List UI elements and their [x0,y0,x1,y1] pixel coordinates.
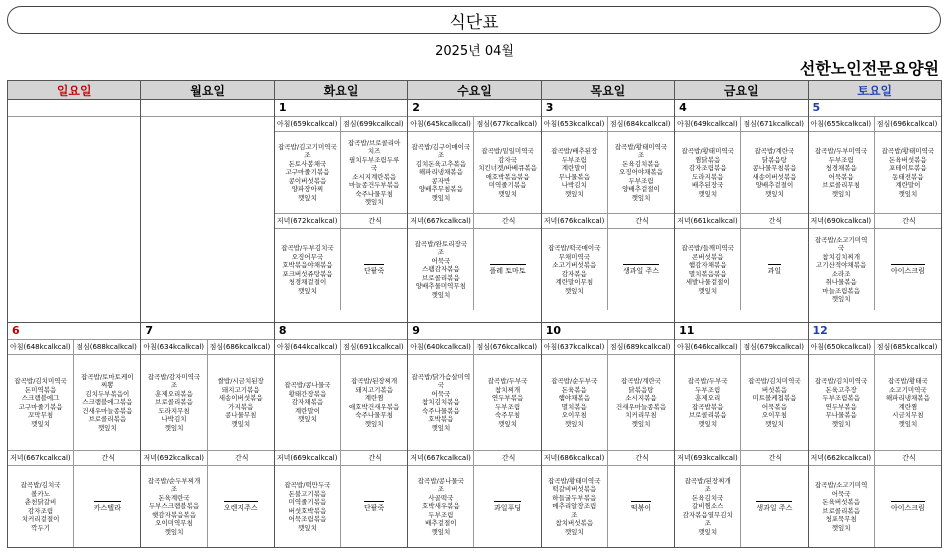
snack-menu [741,228,807,310]
empty-slot [208,116,274,117]
meal-grid [809,339,941,547]
dinner-menu: 잡곡밥/황태미역국 떡갈비버섯볶음 하들굴두부볶음 메추리알장조림 조 참치버섯볶음 깻잎치 [542,465,608,547]
breakfast-label: 아침(634kcalkcal) [141,339,207,354]
week-row [8,323,942,548]
dinner-menu: 잡곡밥/완토리장국 조 어묵국 스팸감자볶음 브로콜리볶음 양배추물미역무침 깻잎치 [408,228,474,310]
dinner-menu: 잡곡밥/소고기미역 국 참치김치찌개 고기산적야채볶음 소라조 취나물볶음 마늘조림볶음 깻잎치 [809,228,875,310]
meal-grid [542,116,674,310]
day-cell [541,100,674,323]
snack-text: 단팥죽 [364,501,384,513]
day-number: 5 [812,101,821,114]
day-number: 11 [679,324,695,337]
meal-grid [408,339,540,547]
meal-grid [809,116,941,310]
day-cell [408,100,541,323]
meal-grid [275,339,407,547]
meal-grid [542,339,674,547]
snack-label: 간식 [741,213,807,228]
breakfast-label: 아침(645kcalkcal) [408,116,474,131]
dinner-menu: 잡곡밥/떡만두국 돈불고기볶음 미역줄기볶음 버섯호박볶음 어묵조림볶음 깻잎치 [275,465,341,547]
day-number: 3 [545,101,554,114]
day-cell [541,323,674,548]
snack-text: 아이스크림 [891,501,925,513]
snack-text: 생과일 주스 [756,501,792,513]
lunch-menu: 잡곡밥/계란국 닭볶음탕 소시지볶음 건새우마늘종볶음 치커리무침 깻잎치 [608,354,674,450]
weekday-sat: 토요일 [808,81,941,100]
snack-text: 오렌지주스 [224,501,258,513]
dinner-menu: 잡곡밥/소고기미역 어묵국 돈육버섯볶음 브로콜리볶음 청포묵무침 깻잎치 [809,465,875,547]
lunch-menu: 잡곡밥/두부국 참치찌개 연두부볶음 두부조림 숙주무침 깻잎치 [474,354,540,450]
breakfast-menu: 잡곡밥/순두부국 돈육볶음 햄야채볶음 멸치볶음 오이무침 깻잎치 [542,354,608,450]
weekday-header-row [8,81,942,100]
breakfast-label: 아침(650kcalkcal) [809,339,875,354]
snack-menu [341,228,407,310]
dinner-menu: 잡곡밥/순두부찌개 조 돈육계란국 두부스크램블볶음 햇감자볶음볶음 오이미역무침 깻잎치 [141,465,207,547]
meal-grid [675,116,807,310]
day-number: 7 [145,324,154,337]
lunch-label: 점심(671kcalkcal) [741,116,807,131]
meal-grid [8,339,140,547]
empty-slot [74,116,140,117]
day-number: 4 [679,101,687,114]
breakfast-label: 아침(637kcalkcal) [542,339,608,354]
lunch-label: 점심(688kcalkcal) [74,339,140,354]
menu-title [7,6,941,34]
breakfast-menu: 잡곡밥/두부국 두부조림 훈제오리 잡곡밥볶음 브로콜리볶음 깻잎치 [675,354,741,450]
snack-text: 카스텔라 [94,501,121,513]
snack-label: 간식 [474,213,540,228]
weekday-wed: 수요일 [408,81,541,100]
lunch-label: 점심(696kcalkcal) [875,116,941,131]
breakfast-menu: 잡곡밥/김고기미역국 조 돈토사봉채국 고구마줄기볶음 콩이버섯볶음 양파장아찌 깻잎치 [275,131,341,213]
snack-menu [474,228,540,310]
empty-grid [8,116,140,117]
lunch-menu: 잡곡밥/된장찌개 돼지고기볶음 계란찜 애호박건새우볶음 숙주나물무침 깻잎치 [341,354,407,450]
dinner-label: 저녁(686kcalkcal) [542,450,608,465]
dinner-menu: 잡곡밥/콩나물국 조 사골떡국 호박새우볶음 두부조림 배추겉절이 깻잎치 [408,465,474,547]
day-cell [675,323,808,548]
lunch-label: 점심(699kcalkcal) [341,116,407,131]
snack-text: 플레 토마토 [490,264,526,276]
title-text: 식단표 [449,12,499,33]
breakfast-label: 아침(655kcalkcal) [809,116,875,131]
lunch-menu: 잡곡밥/황태국 소고기미역국 해파리냉채볶음 계란찜 시금치무침 깻잎치 [875,354,941,450]
snack-menu [875,465,941,547]
day-cell [808,100,941,323]
breakfast-label: 아침(644kcalkcal) [275,339,341,354]
lunch-label: 점심(679kcalkcal) [741,339,807,354]
day-number: 12 [812,324,828,337]
meal-grid [275,116,407,310]
breakfast-menu: 잡곡밥/황태미역국 찜닭볶음 감자조림볶음 도라지볶음 배추된장국 깻잎치 [675,131,741,213]
breakfast-menu: 잡곡밥/닭가슴살미역 국 어묵국 참치김치볶음 숙주나물볶음 호박볶음 깻잎치 [408,354,474,450]
dinner-label: 저녁(667kcalkcal) [8,450,74,465]
snack-menu [474,465,540,547]
snack-text: 단팥죽 [364,264,384,276]
dinner-label: 저녁(690kcalkcal) [809,213,875,228]
empty-grid [141,116,273,117]
lunch-label: 점심(685kcalkcal) [875,339,941,354]
org-name: 선한노인전문요양원 [799,59,939,78]
day-number-empty [141,100,273,116]
dinner-label: 저녁(672kcalkcal) [275,213,341,228]
dinner-label: 저녁(662kcalkcal) [809,450,875,465]
snack-text: 과일 [768,264,782,276]
breakfast-label: 아침(653kcalkcal) [542,116,608,131]
month-label: 2025년 04월 [435,44,514,59]
lunch-menu: 잡곡밥/황태미역국 돈육버섯볶음 포테이토볶음 동태전볶음 계란말이 깻잎치 [875,131,941,213]
lunch-menu: 잡곡밥/김치미역국 버섯볶음 미트볼케첩볶음 어묵볶음 오이무침 깻잎치 [741,354,807,450]
lunch-menu: 잡곡밥/토마토케이 찌뽕 김치두부볶음이 스크램블에그볶음 건새우마늘종볶음 브로콜리볶음 깻잎치 [74,354,140,450]
snack-label: 간식 [74,450,140,465]
breakfast-menu: 잡곡밥/김치미역국 돈미역볶음 스크램블에그 고구마줄기볶음 꼬막무침 깻잎치 [8,354,74,450]
breakfast-label: 아침(648kcalkcal) [8,339,74,354]
lunch-label: 점심(676kcalkcal) [474,339,540,354]
dinner-menu: 잡곡밥/들깨미역국 콘버섯볶음 햄감자채볶음 멸치볶음볶음 세발나물겉절이 깻잎치 [675,228,741,310]
dinner-label: 저녁(661kcalkcal) [675,213,741,228]
breakfast-menu: 잡곡밥/감자미역국 조 훈제오리볶음 브로콜리볶음 도라지무침 나박김치 깻잎치 [141,354,207,450]
dinner-label: 저녁(693kcalkcal) [675,450,741,465]
day-number: 8 [278,324,287,337]
snack-label: 간식 [608,450,674,465]
day-number: 10 [545,324,561,337]
breakfast-label: 아침(659kcalkcal) [275,116,341,131]
lunch-menu: 잡곡밥/황태미역국 조 돈육김치볶음 오징어야채볶음 두부조림 양배추겉절이 깻잎치 [608,131,674,213]
snack-menu [875,228,941,310]
day-cell [8,100,141,323]
weekday-sun: 일요일 [8,81,141,100]
dinner-menu: 잡곡밥/김치국 볼카노 춘천닭갈비 감자조림 치커리겉절이 깍두기 [8,465,74,547]
snack-menu [208,465,274,547]
weekday-thu: 목요일 [541,81,674,100]
day-cell [274,323,407,548]
calendar-body [8,100,942,548]
day-cell [274,100,407,323]
snack-menu [608,228,674,310]
snack-label: 간식 [608,213,674,228]
snack-text: 떡볶이 [631,501,651,513]
breakfast-label: 아침(649kcalkcal) [675,116,741,131]
lunch-label: 점심(677kcalkcal) [474,116,540,131]
weekday-tue: 화요일 [274,81,407,100]
breakfast-menu: 잡곡밥/김구이매이국 조 김치돈육고추볶음 해파리냉채볶음 콩자반 양배추무침볶음 깻잎치 [408,131,474,213]
meal-grid [675,339,807,547]
snack-menu [741,465,807,547]
breakfast-menu: 잡곡밥/배추된장 두부조림 계란말이 무나물볶음 나박김치 깻잎치 [542,131,608,213]
day-cell [141,323,274,548]
snack-menu [74,465,140,547]
day-cell [141,100,274,323]
dinner-menu: 잡곡밥/떡국매이국 무채미역국 소고기버섯볶음 감자볶음 계란말이무침 깻잎치 [542,228,608,310]
lunch-label: 점심(684kcalkcal) [608,116,674,131]
lunch-label: 점심(689kcalkcal) [608,339,674,354]
snack-label: 간식 [341,213,407,228]
meal-grid [141,339,273,547]
snack-label: 간식 [474,450,540,465]
breakfast-menu: 잡곡밥/김치미역국 돈육고추장 두부조림볶음 연두부볶음 무나물볶음 깻잎치 [809,354,875,450]
weekday-mon: 월요일 [141,81,274,100]
day-cell [408,323,541,548]
day-cell [675,100,808,323]
breakfast-label: 아침(640kcalkcal) [408,339,474,354]
weekday-fri: 금요일 [675,81,808,100]
breakfast-menu: 잡곡밥/두부미역국 두부조림 청경채볶음 어묵볶음 브로콜리무침 깻잎치 [809,131,875,213]
dinner-label: 저녁(676kcalkcal) [542,213,608,228]
snack-menu [341,465,407,547]
day-number-empty [8,100,140,116]
week-row [8,100,942,323]
lunch-label: 점심(686kcalkcal) [208,339,274,354]
empty-slot [8,116,74,117]
lunch-menu: 쌀밥/시금치된장 돼지고기볶음 새송이버섯볶음 가지볶음 콩나물무침 깻잎치 [208,354,274,450]
snack-label: 간식 [208,450,274,465]
lunch-menu: 잡곡밥/계란국 닭볶음탕 콩나물무침볶음 새송이버섯볶음 양배추겉절이 깻잎치 [741,131,807,213]
breakfast-label: 아침(646kcalkcal) [675,339,741,354]
lunch-menu: 잡곡밥/밑일미역국 감자국 치킨너겟/바베큐볶음 애호박볶음볶음 미역줄기볶음 깻잎치 [474,131,540,213]
empty-slot [141,116,207,117]
snack-label: 간식 [341,450,407,465]
meal-grid [408,116,540,310]
snack-text: 과일푸딩 [494,501,521,513]
dinner-menu: 잡곡밥/두부김치국 오징어무국 호박볶음야채볶음 포크버섯쥬탕볶음 청경채겉절이 깻잎치 [275,228,341,310]
dinner-label: 저녁(669kcalkcal) [275,450,341,465]
day-number: 1 [278,101,287,114]
snack-text: 아이스크림 [891,264,925,276]
day-number: 9 [412,324,420,337]
dinner-menu: 잡곡밥/된장찌개 조 돈육김치국 갈비찜소스 감자볶음열무김치 조 깻잎치 [675,465,741,547]
breakfast-menu: 잡곡밥/콩나물국 황태간장볶음 감자채볶음 계란말이 깻잎치 [275,354,341,450]
dinner-label: 저녁(667kcalkcal) [408,450,474,465]
snack-label: 간식 [875,213,941,228]
dinner-label: 저녁(667kcalkcal) [408,213,474,228]
lunch-label: 점심(691kcalkcal) [341,339,407,354]
snack-label: 간식 [741,450,807,465]
day-cell [8,323,141,548]
day-cell [808,323,941,548]
snack-label: 간식 [875,450,941,465]
meal-calendar [7,80,942,548]
day-number: 2 [412,101,420,114]
snack-menu [608,465,674,547]
day-number: 6 [12,324,20,337]
lunch-menu: 잡곡밥/브로콜리아 치즈 필치두부조림두루 국 소시지계란볶음 마늘종건두부볶음 숙주나물무침 깻잎치 [341,131,407,213]
dinner-label: 저녁(692kcalkcal) [141,450,207,465]
snack-text: 생과일 주스 [623,264,659,276]
